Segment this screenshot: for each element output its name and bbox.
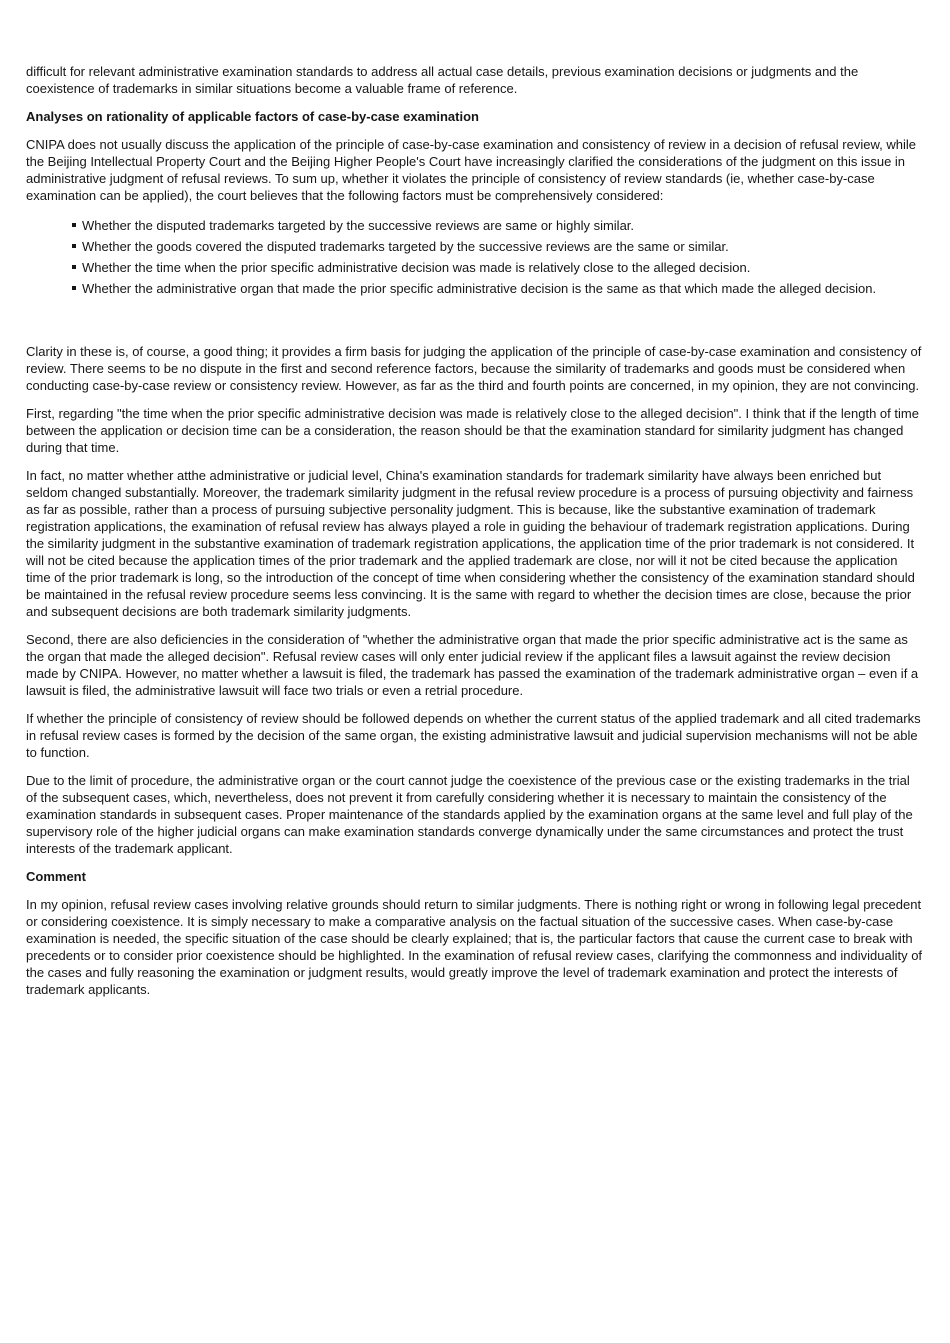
bullet-icon bbox=[72, 223, 76, 227]
section-heading-analyses: Analyses on rationality of applicable factors of case-by-case examination bbox=[26, 109, 479, 124]
intro-paragraph: difficult for relevant administrative examination standards to address all actual case details, previous examination decisions or judgments and the coexistence of trademarks in similar situations become a valuable frame of reference. bbox=[26, 64, 859, 96]
paragraph-comment-body: In my opinion, refusal review cases involving relative grounds should return to similar judgments. There is nothing right or wrong in following legal precedent or considering coexistence. It is simply necessary to make a comparative analysis on the factual situation of the successive cases. When case-by-case examination is needed, the specific situation of the case should be clearly explained; that is, the particular factors that cause the current case to break with precedents or to consider prior coexistence should be highlighted. In the examination of refusal review cases, clarifying the commonness and individuality of the cases and fully reasoning the examination or judgment results, would greatly improve the level of trademark examination and protect the interests of trademark applicants. bbox=[26, 897, 923, 997]
paragraph-first-point: First, regarding "the time when the prior specific administrative decision was made is relatively close to the alleged decision". I think that if the length of time between the application or decision time can be a consideration, the reason should be that the examination standard for similarity judgment has changed during that time. bbox=[26, 406, 919, 455]
paragraph-clarity: Clarity in these is, of course, a good thing; it provides a firm basis for judging the application of the principle of case-by-case examination and consistency of review. There seems to be no dispute in the first and second reference factors, because the similarity of trademarks and goods must be considered when conducting case-by-case review or consistency review. However, as far as the third and fourth points are concerned, in my opinion, they are not convincing. bbox=[26, 344, 922, 393]
list-item-text: Whether the disputed trademarks targeted by the successive reviews are same or highly similar. bbox=[82, 218, 635, 233]
paragraph-cnipa-discussion: CNIPA does not usually discuss the application of the principle of case-by-case examination and consistency of review in a decision of refusal review, while the Beijing Intellectual Property Court and the Beijing Higher People's Court have increasingly clarified the considerations of the judgment on this issue in administrative judgment of refusal reviews. To sum up, whether it violates the principle of consistency of review standards (ie, whether case-by-case examination can be applied), the court believes that the following factors must be comprehensively considered: bbox=[26, 137, 917, 203]
list-item-factor-1 bbox=[26, 215, 924, 236]
list-item-factor-3 bbox=[26, 257, 924, 278]
list-item-text: Whether the time when the prior specific administrative decision was made is relatively close to the alleged decision. bbox=[82, 260, 751, 275]
list-item-text: Whether the administrative organ that made the prior specific administrative decision is the same as that which made the alleged decision. bbox=[82, 281, 877, 296]
list-item-factor-4 bbox=[26, 278, 924, 299]
paragraph-second-point: Second, there are also deficiencies in the consideration of "whether the administrative organ that made the prior specific administrative act is the same as the organ that made the alleged decision". Refusal review cases will only enter judicial review if the applicant files a lawsuit against the review decision made by CNIPA. However, no matter whether a lawsuit is filed, the trademark has passed the examination of the trademark administrative organ – even if a lawsuit is filed, the administrative lawsuit will face two trials or even a retrial procedure. bbox=[26, 632, 919, 698]
list-item-factor-2 bbox=[26, 236, 924, 257]
bullet-icon bbox=[72, 244, 76, 248]
bullet-icon bbox=[72, 265, 76, 269]
paragraph-if-whether: If whether the principle of consistency of review should be followed depends on whether the current status of the applied trademark and all cited trademarks in refusal review cases is formed by the decision of the same organ, the existing administrative lawsuit and judicial supervision mechanisms will not be able to function. bbox=[26, 711, 921, 760]
paragraph-in-fact: In fact, no matter whether atthe administrative or judicial level, China's examination standards for trademark similarity have always been enriched but seldom changed substantially. Moreover, the trademark similarity judgment in the refusal review procedure is a process of pursuing objectivity and fairness as far as possible, rather than a process of pursuing subjective personality judgment. This is because, like the substantive examination of trademark registration applications, the examination of refusal review has always played a role in guiding the behaviour of trademark registration applications. During the similarity judgment in the substantive examination of trademark registration applications, the application time of the prior trademark is not considered. It will not be cited because the application times of the prior trademark and the applied trademark are close, nor will it not be cited because the application time of the prior trademark is long, so the introduction of the concept of time when considering whether the consistency of the examination standard should be maintained in the refusal review procedure seems less convincing. It is the same with regard to whether the decision times are close, because the prior and subsequent decisions are both trademark similarity judgments. bbox=[26, 468, 915, 619]
section-heading-comment: Comment bbox=[26, 869, 86, 884]
list-item-text: Whether the goods covered the disputed trademarks targeted by the successive reviews are the same or similar. bbox=[82, 239, 729, 254]
paragraph-due-to-limit: Due to the limit of procedure, the administrative organ or the court cannot judge the coexistence of the previous case or the existing trademarks in the trial of the subsequent cases, which, nevertheless, does not prevent it from carefully considering whether it is necessary to maintain the consistency of the examination standards in subsequent cases. Proper maintenance of the standards applied by the examination organs at the same level and full play of the supervisory role of the higher judicial organs can make examination standards converge dynamically under the same circumstances and protect the trust interests of the trademark applicant. bbox=[26, 773, 913, 856]
bullet-icon bbox=[72, 286, 76, 290]
factor-list bbox=[26, 215, 924, 299]
